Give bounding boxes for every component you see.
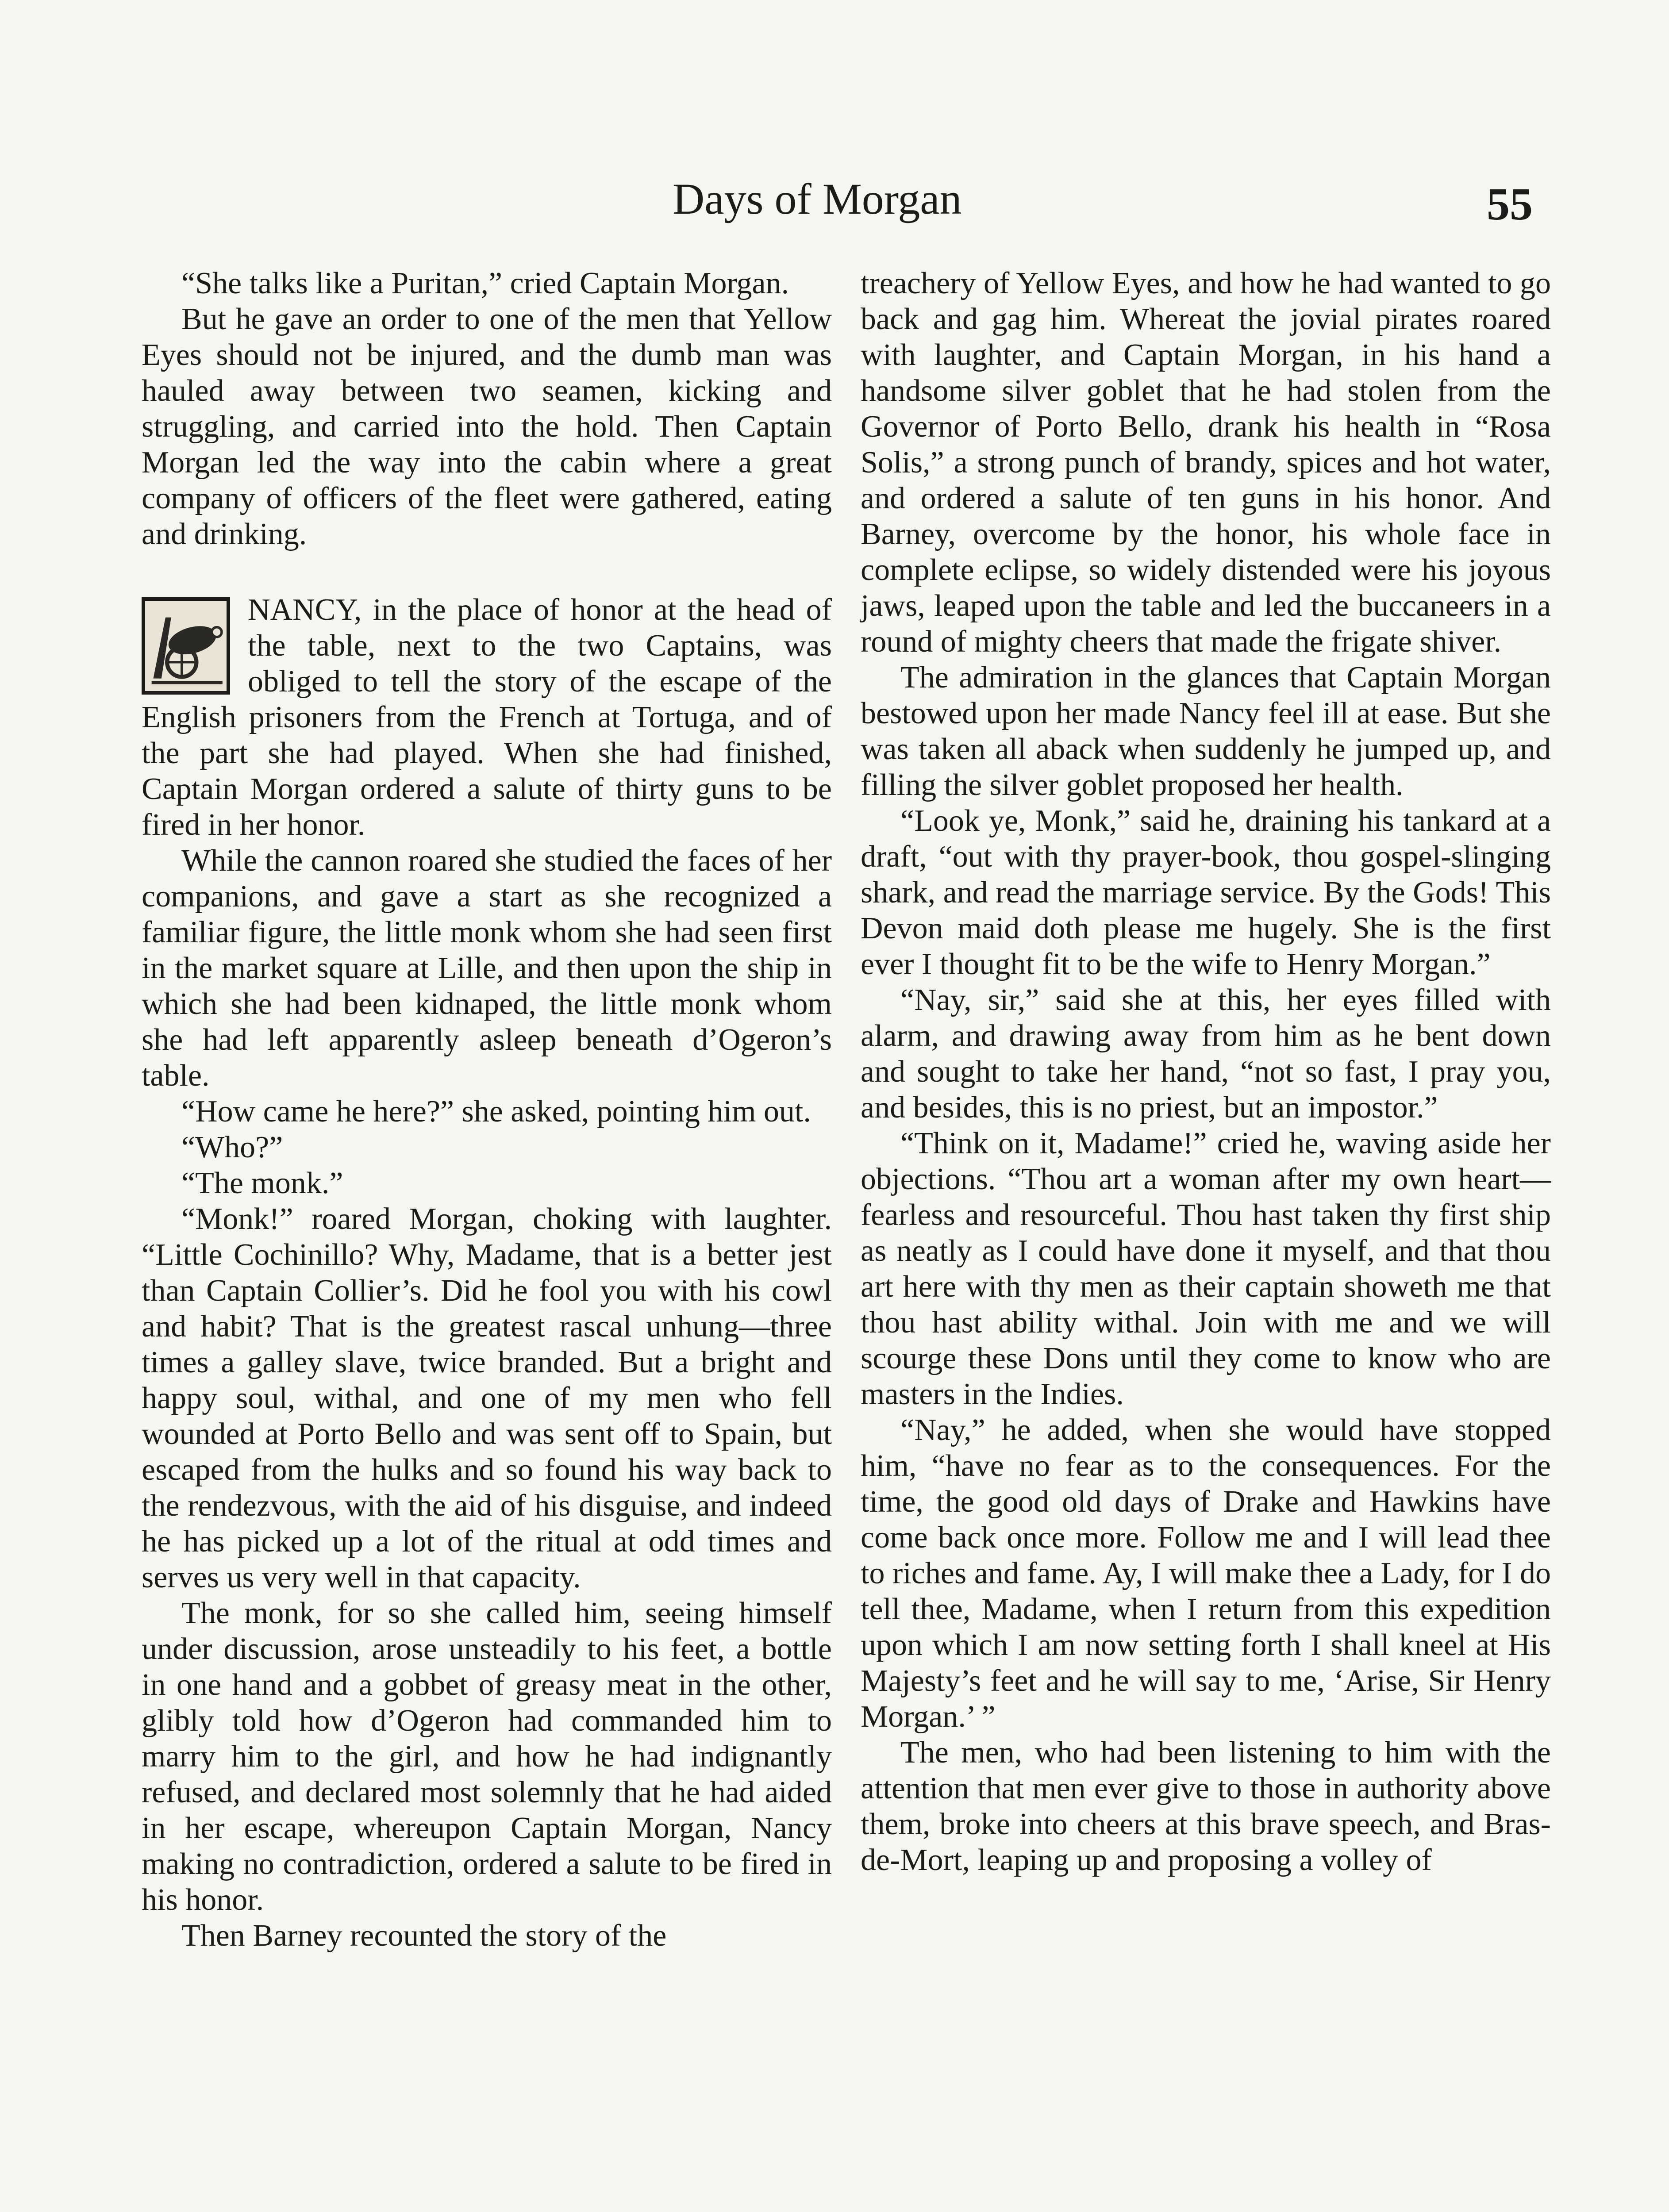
paragraph: “She talks like a Puritan,” cried Captain Morgan. <box>181 266 789 300</box>
running-head: Days of Morgan <box>673 174 962 223</box>
paragraph: “Who?” <box>181 1130 283 1164</box>
paragraph: The monk, for so she called him, seeing himself under discussion, arose unsteadily to his feet, a bottle in one hand and a gobbet of greasy meat in the other, glibly told how d’Ogeron had commanded him to marry him to the girl, and how he had indignantly refused, and declared most solemnly that he had aided in her escape, whereupon Captain Morgan, Nancy making no contradiction, ordered a salute to be fired in his honor. <box>142 1596 832 1917</box>
paragraph: The men, who had been listening to him with the attention that men ever give to those in authority above them, broke into cheers at this brave speech, and Bras-de-Mort, leaping up and proposing a volley of <box>861 1736 1551 1877</box>
paragraph: Then Barney recounted the story of the <box>181 1919 667 1953</box>
paragraph: “The monk.” <box>181 1166 343 1200</box>
paragraph: “How came he here?” she asked, pointing him out. <box>181 1094 811 1129</box>
paragraph: “Monk!” roared Morgan, choking with laughter. “Little Cochinillo? Why, Madame, that is a better jest than Captain Collier’s. Did he fool you with his cowl and habit? That is the greatest rascal unhung—three times a galley slave, twice branded. But a bright and happy soul, withal, and one of my men who fell wounded at Porto Bello and was sent off to Spain, but escaped from the hulks and so found his way back to the rendezvous, with the aid of his disguise, and indeed he has picked up a lot of the ritual at odd times and serves us very well in that capacity. <box>142 1202 832 1594</box>
paragraph: The admiration in the glances that Captain Morgan bestowed upon her made Nancy feel ill at ease. But she was taken all aback when suddenly he jumped up, and filling the silver goblet proposed her health. <box>861 661 1551 802</box>
page-header <box>0 168 1669 230</box>
paragraph: While the cannon roared she studied the faces of her companions, and gave a start as she recognized a familiar figure, the little monk whom she had seen first in the market square at Lille, and then upon the ship in which she had been kidnaped, the little monk whom she had left apparently asleep beneath d’Ogeron’s table. <box>142 844 832 1093</box>
paragraph-text: NANCY, in the place of honor at the head of the table, next to the two Captains, was obliged to tell the story of the escape of the English prisoners from the French at Tortuga, and of the part she had played. When she had finished, Captain Morgan ordered a salute of thirty guns to be fired in her honor. <box>142 593 832 842</box>
paragraph: But he gave an order to one of the men that Yellow Eyes should not be injured, and the dumb man was hauled away between two seamen, kicking and struggling, and carried into the hold. Then Captain Morgan led the way into the cabin where a great company of officers of the fleet were gathered, eating and drinking. <box>142 302 832 551</box>
dropcap-paragraph <box>142 592 832 843</box>
left-column <box>142 265 832 1954</box>
page-number: 55 <box>1487 179 1533 230</box>
right-column <box>861 265 1551 1878</box>
paragraph: “Nay, sir,” said she at this, her eyes filled with alarm, and drawing away from him as he bent down and sought to take her hand, “not so fast, I pray you, and besides, this is no priest, but an impostor.” <box>861 983 1551 1125</box>
paragraph: “Think on it, Madame!” cried he, waving aside her objections. “Thou art a woman after my own heart—fearless and resourceful. Thou hast taken thy first ship as neatly as I could have done it myself, and that thou art here with thy men as their captain showeth me that thou hast ability withal. Join with me and we will scourge these Dons until they come to know who are masters in the Indies. <box>861 1126 1551 1411</box>
paragraph: “Nay,” he added, when she would have stopped him, “have no fear as to the consequences. For the time, the good old days of Drake and Hawkins have come back once more. Follow me and I will lead thee to riches and fame. Ay, I will make thee a Lady, for I do tell thee, Madame, when I return from this expedition upon which I am now setting forth I shall kneel at His Majesty’s feet and he will say to me, ‘Arise, Sir Henry Morgan.’ ” <box>861 1413 1551 1734</box>
paragraph: treachery of Yellow Eyes, and how he had wanted to go back and gag him. Whereat the jovial pirates roared with laughter, and Captain Morgan, in his hand a handsome silver goblet that he had stolen from the Governor of Porto Bello, drank his health in “Rosa Solis,” a strong punch of brandy, spices and hot water, and ordered a salute of ten guns in his honor. And Barney, overcome by the honor, his whole face in complete eclipse, so widely distended were his joyous jaws, leaped upon the table and led the buccaneers in a round of mighty cheers that made the frigate shiver. <box>861 266 1551 659</box>
paragraph: “Look ye, Monk,” said he, draining his tankard at a draft, “out with thy prayer-book, thou gospel-slinging shark, and read the marriage service. By the Gods! This Devon maid doth please me hugely. She is the first ever I thought fit to be the wife to Henry Morgan.” <box>861 804 1551 981</box>
cannon-illustration-icon <box>142 597 230 695</box>
